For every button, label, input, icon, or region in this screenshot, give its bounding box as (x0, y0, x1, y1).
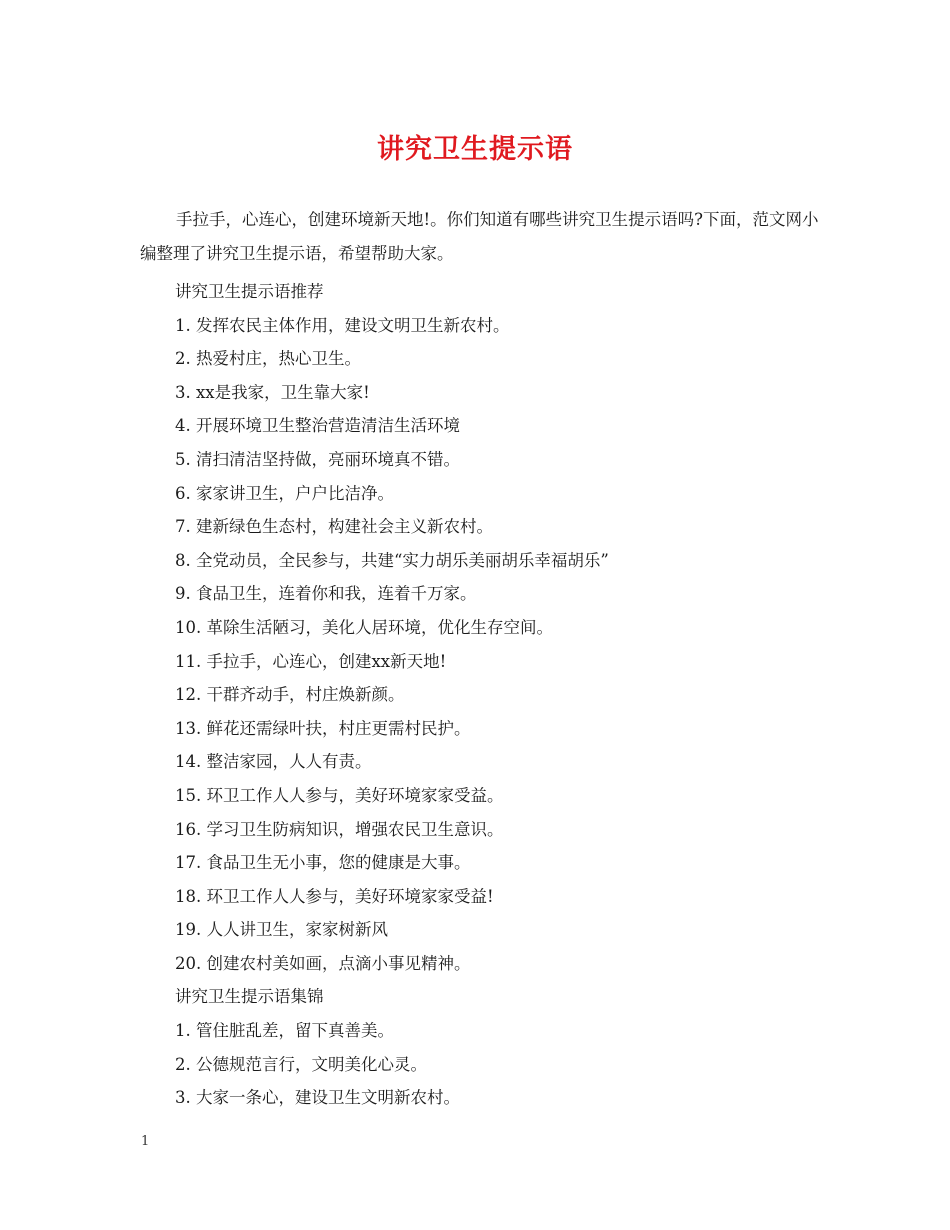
content-line: 1. 管住脏乱差，留下真善美。 (175, 1021, 394, 1041)
content-line: 3. xx是我家，卫生靠大家! (175, 382, 370, 402)
content-line: 2. 公德规范言行，文明美化心灵。 (175, 1054, 427, 1074)
content-line: 18. 环卫工作人人参与，美好环境家家受益! (175, 886, 494, 906)
content-line: 17. 食品卫生无小事，您的健康是大事。 (175, 853, 471, 873)
content-line: 10. 革除生活陋习，美化人居环境，优化生存空间。 (175, 617, 553, 637)
content-line: 讲究卫生提示语集锦 (175, 987, 324, 1007)
content-line: 4. 开展环境卫生整治营造清洁生活环境 (175, 416, 460, 436)
content-line: 12. 干群齐动手，村庄焕新颜。 (175, 685, 405, 705)
content-line: 15. 环卫工作人人参与，美好环境家家受益。 (175, 785, 504, 805)
document-title: 讲究卫生提示语 (377, 134, 573, 165)
content-line: 2. 热爱村庄，热心卫生。 (175, 349, 361, 369)
content-line: 6. 家家讲卫生，户户比洁净。 (175, 483, 394, 503)
content-line: 1. 发挥农民主体作用，建设文明卫生新农村。 (175, 315, 510, 335)
content-lines (175, 275, 835, 1115)
content-line: 8. 全党动员，全民参与，共建“实力胡乐美丽胡乐幸福胡乐” (175, 550, 609, 570)
content-line: 3. 大家一条心，建设卫生文明新农村。 (175, 1088, 460, 1108)
page-number: 1 (141, 1134, 150, 1149)
content-line: 7. 建新绿色生态村，构建社会主义新农村。 (175, 517, 493, 537)
intro-paragraph: 手拉手，心连心，创建环境新天地!。你们知道有哪些讲究卫生提示语吗?下面，范文网小编整理了讲究卫生提示语，希望帮助大家。 (140, 210, 819, 263)
content-line: 5. 清扫清洁坚持做，亮丽环境真不错。 (175, 449, 460, 469)
content-line: 13. 鲜花还需绿叶扶，村庄更需村民护。 (175, 718, 471, 738)
content-line: 9. 食品卫生，连着你和我，连着千万家。 (175, 584, 477, 604)
content-line: 14. 整洁家园，人人有责。 (175, 752, 372, 772)
content-line: 19. 人人讲卫生，家家树新风 (175, 920, 388, 940)
content-line: 20. 创建农村美如画，点滴小事见精神。 (175, 953, 471, 973)
content-line: 11. 手拉手，心连心，创建xx新天地! (175, 651, 447, 671)
content-line: 16. 学习卫生防病知识，增强农民卫生意识。 (175, 819, 504, 839)
content-line: 讲究卫生提示语推荐 (175, 282, 324, 301)
